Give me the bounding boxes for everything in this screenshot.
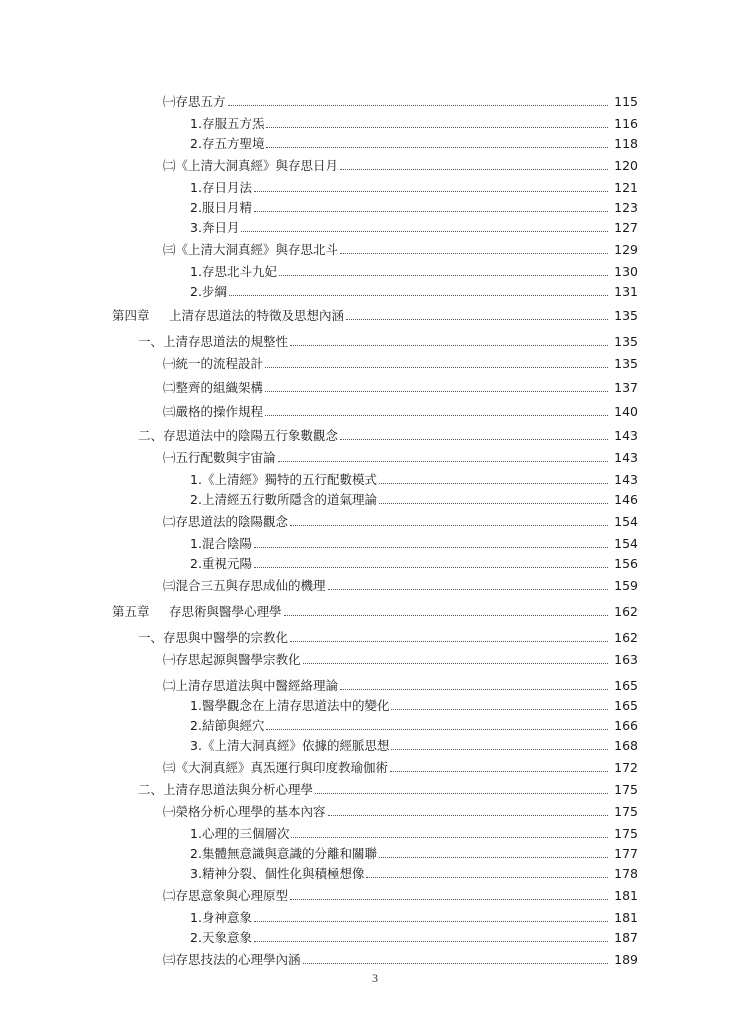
toc-entry-page: 116 — [614, 116, 638, 131]
toc-entry-page: 135 — [614, 308, 638, 323]
toc-entry-label — [190, 536, 252, 552]
toc-entry-title: 《上清大洞真經》與存思日月 — [175, 158, 339, 173]
toc-entry-part[interactable] — [138, 780, 638, 798]
toc-entry-page: 131 — [614, 284, 638, 299]
toc-entry-chapter[interactable] — [112, 602, 638, 620]
toc-entry-item[interactable] — [190, 716, 638, 734]
dot-leader — [340, 252, 608, 254]
toc-entry-item[interactable] — [190, 844, 638, 862]
dot-leader — [278, 460, 608, 462]
toc-entry-page: 163 — [614, 652, 638, 667]
toc-entry-title: 存思與中醫學的宗教化 — [163, 630, 289, 645]
toc-entry-label — [163, 242, 338, 258]
dot-leader — [290, 898, 608, 900]
toc-entry-label — [190, 220, 239, 236]
toc-entry-label — [190, 698, 389, 714]
toc-entry-item[interactable] — [190, 736, 638, 754]
toc-entry-section[interactable] — [163, 576, 638, 594]
toc-entry-page: 120 — [614, 158, 638, 173]
toc-entry-section[interactable] — [163, 886, 638, 904]
toc-entry-label — [163, 514, 288, 530]
toc-entry-title: 結節與經穴 — [201, 718, 265, 733]
toc-entry-item[interactable] — [190, 470, 638, 488]
toc-entry-number: ㈠ — [163, 450, 176, 465]
toc-entry-title: 上清存思道法的特徵及思想內涵 — [169, 308, 345, 323]
toc-entry-number: 1. — [190, 180, 202, 195]
toc-entry-part[interactable] — [138, 332, 638, 350]
toc-entry-number: 2. — [190, 846, 202, 861]
toc-entry-chapter[interactable] — [112, 306, 638, 324]
toc-entry-item[interactable] — [190, 864, 638, 882]
toc-entry-page: 181 — [614, 910, 638, 925]
toc-entry-title: 上清存思道法與中醫經絡理論 — [175, 678, 339, 693]
toc-entry-number: ㈢ — [163, 404, 176, 419]
dot-leader — [229, 294, 608, 296]
toc-entry-number: 一、 — [138, 630, 164, 645]
toc-entry-label — [190, 200, 252, 216]
toc-entry-page: 162 — [614, 604, 638, 619]
toc-entry-label — [190, 472, 377, 488]
toc-entry-number: ㈢ — [163, 578, 176, 593]
toc-entry-label — [138, 782, 313, 798]
toc-entry-page: 165 — [614, 698, 638, 713]
toc-entry-title: 榮格分析心理學的基本內容 — [175, 804, 326, 819]
toc-entry-number: 3. — [190, 866, 202, 881]
toc-entry-number: ㈠ — [163, 94, 176, 109]
toc-entry-title: 嚴格的操作規程 — [175, 404, 264, 419]
toc-entry-item[interactable] — [190, 282, 638, 300]
toc-entry-number: 1. — [190, 472, 202, 487]
toc-entry-page: 123 — [614, 200, 638, 215]
toc-entry-number: 3. — [190, 220, 202, 235]
toc-entry-page: 130 — [614, 264, 638, 279]
toc-entry-title: 身神意象 — [201, 910, 252, 925]
toc-entry-label — [163, 578, 326, 594]
dot-leader — [290, 640, 608, 642]
toc-entry-page: 156 — [614, 556, 638, 571]
toc-entry-title: 存思術與醫學心理學 — [169, 604, 282, 619]
dot-leader — [315, 792, 608, 794]
toc-entry-number: 1. — [190, 698, 202, 713]
dot-leader — [265, 390, 608, 392]
toc-entry-item[interactable] — [190, 218, 638, 236]
dot-leader — [303, 962, 608, 964]
toc-entry-number: 2. — [190, 556, 202, 571]
toc-entry-label — [138, 334, 288, 350]
toc-entry-label — [138, 630, 288, 646]
dot-leader — [391, 708, 608, 710]
toc-entry-part[interactable] — [138, 426, 638, 444]
toc-entry-page: 140 — [614, 404, 638, 419]
toc-entry-number: 1. — [190, 910, 202, 925]
toc-entry-title: 《上清經》獨特的五行配數模式 — [201, 472, 377, 487]
toc-entry-label — [190, 180, 252, 196]
dot-leader — [340, 438, 608, 440]
toc-entry-title: 《上清大洞真經》與存思北斗 — [175, 242, 339, 257]
toc-entry-item[interactable] — [190, 490, 638, 508]
toc-entry-title: 上清存思道法的規整性 — [163, 334, 289, 349]
dot-leader — [291, 836, 608, 838]
toc-entry-number: ㈡ — [163, 380, 176, 395]
toc-entry-title: 奔日月 — [201, 220, 240, 235]
toc-entry-number: 第四章 — [112, 308, 150, 323]
toc-entry-page: 159 — [614, 578, 638, 593]
dot-leader — [254, 920, 608, 922]
toc-entry-label — [190, 738, 389, 754]
toc-entry-page: 175 — [614, 804, 638, 819]
toc-entry-title: 步綱 — [201, 284, 227, 299]
toc-entry-item[interactable] — [190, 928, 638, 946]
toc-entry-title: 《上清大洞真經》依據的經脈思想 — [201, 738, 390, 753]
dot-leader — [379, 856, 608, 858]
dot-leader — [328, 588, 608, 590]
toc-entry-page: 135 — [614, 356, 638, 371]
toc-entry-item[interactable] — [190, 178, 638, 196]
dot-leader — [290, 344, 608, 346]
toc-entry-label — [190, 116, 264, 132]
toc-entry-title: 混合三五與存思成仙的機理 — [175, 578, 326, 593]
toc-entry-label — [190, 264, 277, 280]
toc-entry-number: 2. — [190, 492, 202, 507]
toc-entry-label — [190, 556, 252, 572]
toc-entry-page: 181 — [614, 888, 638, 903]
toc-entry-page: 154 — [614, 514, 638, 529]
dot-leader — [379, 482, 608, 484]
toc-entry-section[interactable] — [163, 402, 638, 420]
toc-entry-number: 1. — [190, 826, 202, 841]
toc-entry-label — [112, 308, 344, 324]
toc-entry-label — [190, 492, 377, 508]
toc-entry-number: 一、 — [138, 334, 164, 349]
toc-entry-section[interactable] — [163, 512, 638, 530]
toc-entry-label — [190, 866, 364, 882]
toc-entry-item[interactable] — [190, 534, 638, 552]
toc-entry-title: 上清存思道法與分析心理學 — [163, 782, 314, 797]
toc-entry-page: 121 — [614, 180, 638, 195]
toc-entry-label — [163, 888, 288, 904]
toc-entry-label — [190, 846, 377, 862]
toc-entry-number: 二、 — [138, 782, 164, 797]
toc-entry-label — [190, 826, 289, 842]
toc-entry-page: 137 — [614, 380, 638, 395]
toc-entry-title: 存思五方 — [175, 94, 226, 109]
toc-entry-label — [190, 718, 264, 734]
toc-entry-part[interactable] — [138, 628, 638, 646]
toc-entry-section[interactable] — [163, 950, 638, 968]
toc-entry-title: 混合陰陽 — [201, 536, 252, 551]
toc-entry-label — [163, 404, 263, 420]
toc-entry-number: 二、 — [138, 428, 164, 443]
dot-leader — [390, 770, 608, 772]
toc-entry-title: 存思道法的陰陽觀念 — [175, 514, 289, 529]
toc-entry-title: 整齊的組織架構 — [175, 380, 264, 395]
toc-entry-item[interactable] — [190, 554, 638, 572]
toc-entry-item[interactable] — [190, 134, 638, 152]
toc-entry-section[interactable] — [163, 378, 638, 396]
toc-entry-number: ㈠ — [163, 356, 176, 371]
dot-leader — [266, 126, 608, 128]
toc-entry-title: 存思北斗九妃 — [201, 264, 277, 279]
toc-entry-title: 存思道法中的陰陽五行象數觀念 — [163, 428, 339, 443]
dot-leader — [254, 210, 608, 212]
toc-entry-number: 2. — [190, 136, 202, 151]
toc-entry-title: 集體無意識與意識的分離和關聯 — [201, 846, 377, 861]
dot-leader — [266, 728, 608, 730]
toc-entry-title: 精神分裂、個性化與積極想像 — [201, 866, 365, 881]
dot-leader — [340, 168, 608, 170]
toc-entry-section[interactable] — [163, 354, 638, 372]
toc-entry-title: 存日月法 — [201, 180, 252, 195]
toc-entry-title: 存思起源與醫學宗教化 — [175, 652, 301, 667]
toc-entry-number: 1. — [190, 264, 202, 279]
toc-entry-title: 存思技法的心理學內涵 — [175, 952, 301, 967]
toc-entry-page: 146 — [614, 492, 638, 507]
toc-entry-page: 189 — [614, 952, 638, 967]
toc-entry-title: 重視元陽 — [201, 556, 252, 571]
toc-entry-page: 143 — [614, 450, 638, 465]
toc-entry-title: 存思意象與心理原型 — [175, 888, 289, 903]
dot-leader — [391, 748, 608, 750]
toc-entry-section[interactable] — [163, 758, 638, 776]
toc-entry-section[interactable] — [163, 448, 638, 466]
toc-entry-number: ㈡ — [163, 514, 176, 529]
dot-leader — [303, 662, 608, 664]
toc-entry-number: 2. — [190, 718, 202, 733]
toc-entry-item[interactable] — [190, 114, 638, 132]
toc-entry-label — [190, 284, 227, 300]
toc-entry-page: 177 — [614, 846, 638, 861]
toc-entry-title: 五行配數與宇宙論 — [175, 450, 276, 465]
toc-entry-item[interactable] — [190, 262, 638, 280]
dot-leader — [284, 614, 608, 616]
toc-entry-page: 172 — [614, 760, 638, 775]
toc-entry-title: 服日月精 — [201, 200, 252, 215]
toc-entry-page: 143 — [614, 472, 638, 487]
dot-leader — [265, 366, 608, 368]
toc-entry-page: 162 — [614, 630, 638, 645]
toc-entry-label — [190, 136, 264, 152]
toc-entry-page: 127 — [614, 220, 638, 235]
toc-entry-number: ㈡ — [163, 888, 176, 903]
toc-entry-label — [163, 678, 338, 694]
toc-entry-page: 129 — [614, 242, 638, 257]
dot-leader — [266, 146, 608, 148]
dot-leader — [328, 814, 608, 816]
dot-leader — [254, 190, 608, 192]
toc-entry-label — [163, 952, 301, 968]
toc-entry-section[interactable] — [163, 240, 638, 258]
toc-entry-number: 2. — [190, 930, 202, 945]
dot-leader — [254, 566, 608, 568]
toc-entry-label — [190, 910, 252, 926]
toc-entry-label — [138, 428, 338, 444]
dot-leader — [254, 546, 608, 548]
toc-entry-number: ㈡ — [163, 678, 176, 693]
toc-entry-page: 154 — [614, 536, 638, 551]
toc-entry-item[interactable] — [190, 198, 638, 216]
dot-leader — [379, 502, 608, 504]
toc-entry-label — [163, 94, 226, 110]
dot-leader — [290, 524, 608, 526]
toc-entry-number: 第五章 — [112, 604, 150, 619]
toc-entry-number: ㈢ — [163, 952, 176, 967]
toc-entry-label — [163, 450, 276, 466]
dot-leader — [346, 318, 608, 320]
dot-leader — [265, 414, 608, 416]
toc-entry-page: 175 — [614, 782, 638, 797]
toc-entry-section[interactable] — [163, 156, 638, 174]
page-number: 3 — [372, 971, 378, 985]
toc-entry-number: ㈢ — [163, 242, 176, 257]
toc-entry-number: ㈠ — [163, 652, 176, 667]
toc-entry-title: 醫學觀念在上清存思道法中的變化 — [201, 698, 390, 713]
toc-entry-page: 175 — [614, 826, 638, 841]
dot-leader — [340, 688, 608, 690]
toc-entry-label — [163, 158, 338, 174]
dot-leader — [366, 876, 608, 878]
toc-entry-page: 135 — [614, 334, 638, 349]
toc-entry-item[interactable] — [190, 908, 638, 926]
toc-entry-number: 1. — [190, 536, 202, 551]
toc-entry-section[interactable] — [163, 92, 638, 110]
toc-entry-label — [163, 804, 326, 820]
toc-entry-title: 天象意象 — [201, 930, 252, 945]
toc-entry-title: 上清經五行數所隱含的道氣理論 — [201, 492, 377, 507]
toc-entry-title: 心理的三個層次 — [201, 826, 290, 841]
toc-entry-title: 存五方聖境 — [201, 136, 265, 151]
toc-entry-section[interactable] — [163, 802, 638, 820]
toc-entry-label — [190, 930, 252, 946]
toc-entry-title: 統一的流程設計 — [175, 356, 264, 371]
toc-entry-page: 165 — [614, 678, 638, 693]
toc-entry-number: ㈠ — [163, 804, 176, 819]
toc-entry-label — [163, 356, 263, 372]
toc-entry-label — [163, 760, 388, 776]
toc-entry-label — [163, 652, 301, 668]
toc-entry-item[interactable] — [190, 696, 638, 714]
toc-entry-number: 1. — [190, 116, 202, 131]
dot-leader — [279, 274, 608, 276]
toc-entry-section[interactable] — [163, 650, 638, 668]
toc-entry-section[interactable] — [163, 676, 638, 694]
toc-entry-label — [163, 380, 263, 396]
toc-entry-label — [112, 604, 282, 620]
toc-entry-page: 168 — [614, 738, 638, 753]
dot-leader — [241, 230, 608, 232]
toc-entry-number: ㈢ — [163, 760, 176, 775]
toc-entry-item[interactable] — [190, 824, 638, 842]
toc-entry-page: 115 — [614, 94, 638, 109]
toc-entry-page: 118 — [614, 136, 638, 151]
toc-entry-page: 178 — [614, 866, 638, 881]
toc-entry-page: 143 — [614, 428, 638, 443]
toc-entry-page: 187 — [614, 930, 638, 945]
toc-entry-number: ㈡ — [163, 158, 176, 173]
toc-entry-number: 2. — [190, 200, 202, 215]
toc-entry-number: 3. — [190, 738, 202, 753]
dot-leader — [254, 940, 608, 942]
toc-entry-title: 《大洞真經》真炁運行與印度教瑜伽術 — [175, 760, 389, 775]
toc-entry-page: 166 — [614, 718, 638, 733]
toc-entry-number: 2. — [190, 284, 202, 299]
toc-entry-title: 存服五方炁 — [201, 116, 265, 131]
dot-leader — [228, 104, 608, 106]
